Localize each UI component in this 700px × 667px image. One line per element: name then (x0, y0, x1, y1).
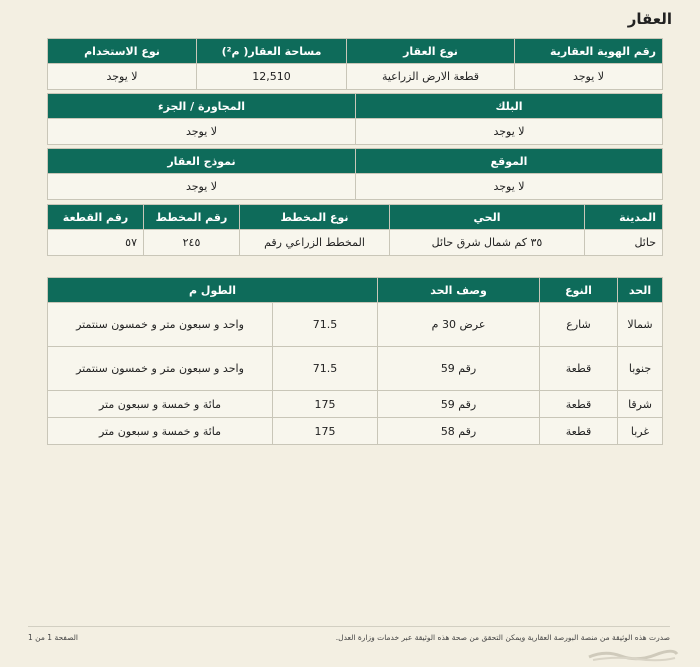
property-info-table (47, 38, 663, 90)
header-location: الموقع (356, 149, 663, 174)
cell-type: قطعة (540, 391, 618, 418)
cell-side: جنوبا (618, 347, 663, 391)
plan-values (48, 230, 663, 256)
boundaries-table (47, 277, 663, 445)
cell-length: 71.5 (273, 347, 378, 391)
header-plan-number: رقم المخطط (144, 205, 240, 230)
plan-header (48, 205, 663, 230)
cell-length-words: واحد و سبعون متر و خمسون سنتمتر (48, 303, 273, 347)
value-location: لا يوجد (356, 174, 663, 200)
property-info-values (48, 64, 663, 90)
value-area: 12,510 (197, 64, 347, 90)
block-table (47, 93, 663, 145)
cell-type: قطعة (540, 418, 618, 445)
cell-description: عرض 30 م (378, 303, 540, 347)
header-district: الحي (390, 205, 585, 230)
header-block: البلك (356, 94, 663, 119)
value-property-type: قطعة الارض الزراعية (347, 64, 515, 90)
cell-type: شارع (540, 303, 618, 347)
cell-length-words: مائة و خمسة و سبعون متر (48, 391, 273, 418)
cell-length-words: مائة و خمسة و سبعون متر (48, 418, 273, 445)
value-district: ٣٥ كم شمال شرق حائل (390, 230, 585, 256)
value-usage-type: لا يوجد (48, 64, 197, 90)
table-row (48, 303, 663, 347)
location-table (47, 148, 663, 200)
cell-length: 71.5 (273, 303, 378, 347)
block-values (48, 119, 663, 145)
header-neighborhood-part: المجاورة / الجزء (48, 94, 356, 119)
cell-description: رقم 58 (378, 418, 540, 445)
header-plot-number: رقم القطعة (48, 205, 144, 230)
boundaries-header (48, 278, 663, 303)
header-property-model: نموذج العقار (48, 149, 356, 174)
table-row (48, 418, 663, 445)
header-area: مساحة العقار( م²) (197, 39, 347, 64)
header-usage-type: نوع الاستخدام (48, 39, 197, 64)
table-row (48, 391, 663, 418)
section-title: العقار (627, 10, 672, 28)
table-row (48, 347, 663, 391)
value-property-id: لا يوجد (515, 64, 663, 90)
cell-length-words: واحد و سبعون متر و خمسون سنتمتر (48, 347, 273, 391)
header-type: النوع (540, 278, 618, 303)
plan-table (47, 204, 663, 256)
watermark-logo (585, 646, 681, 662)
value-plan-number: ٢٤٥ (144, 230, 240, 256)
header-property-type: نوع العقار (347, 39, 515, 64)
value-plot-number: ٥٧ (48, 230, 144, 256)
location-header (48, 149, 663, 174)
cell-side: شرقا (618, 391, 663, 418)
header-description: وصف الحد (378, 278, 540, 303)
cell-length: 175 (273, 391, 378, 418)
footer (28, 626, 670, 642)
header-length: الطول م (48, 278, 378, 303)
cell-description: رقم 59 (378, 391, 540, 418)
header-side: الحد (618, 278, 663, 303)
location-values (48, 174, 663, 200)
value-neighborhood-part: لا يوجد (48, 119, 356, 145)
property-info-header (48, 39, 663, 64)
value-block: لا يوجد (356, 119, 663, 145)
header-plan-type: نوع المخطط (240, 205, 390, 230)
cell-description: رقم 59 (378, 347, 540, 391)
value-plan-type: المخطط الزراعي رقم (240, 230, 390, 256)
header-property-id: رقم الهوية العقارية (515, 39, 663, 64)
cell-side: شمالا (618, 303, 663, 347)
cell-length: 175 (273, 418, 378, 445)
cell-type: قطعة (540, 347, 618, 391)
block-header (48, 94, 663, 119)
footer-note: صدرت هذه الوثيقة من منصة البورصة العقارية ويمكن التحقق من صحة هذه الوثيقة عبر خدمات وزارة العدل. (335, 633, 670, 642)
header-city: المدينة (585, 205, 663, 230)
value-property-model: لا يوجد (48, 174, 356, 200)
page-number: الصفحة 1 من 1 (28, 633, 78, 642)
cell-side: غربا (618, 418, 663, 445)
value-city: حائل (585, 230, 663, 256)
